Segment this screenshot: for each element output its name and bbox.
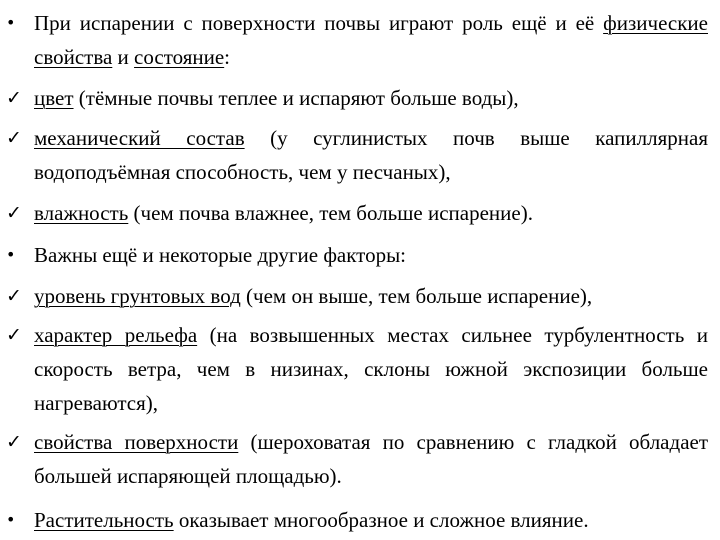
bullet-item-other-factors (0, 238, 720, 272)
text: : (224, 45, 231, 69)
checkmark-icon: ✓ (6, 431, 22, 453)
term-physical-properties: физические свойства (34, 11, 708, 69)
check-item-surface-properties (0, 425, 720, 493)
bullet-marker-icon: • (6, 13, 16, 32)
text: (чем почва влажнее, тем больше испарение). (128, 201, 533, 225)
text: оказывает многообразное и сложное влияние. (173, 508, 589, 532)
text: (тёмные почвы теплее и испаряют больше воды), (73, 86, 519, 110)
check-item-relief (0, 318, 720, 420)
term-color: цвет (34, 86, 74, 110)
checkmark-icon: ✓ (6, 202, 22, 224)
text: (шероховатая по сравнению с гладкой обладает большей испаряющей площадью). (34, 430, 709, 488)
checkmark-icon: ✓ (6, 87, 22, 109)
term-relief: характер рельефа (34, 323, 198, 347)
bullet-marker-icon: • (6, 245, 16, 264)
checkmark-icon: ✓ (6, 127, 22, 149)
text: (на возвышенных местах сильнее турбулентность и скорость ветра, чем в низинах, склоны южной экспозиции больше нагреваются), (34, 323, 709, 415)
term-moisture: влажность (34, 201, 129, 225)
term-mechanical-composition: механический состав (34, 126, 245, 150)
text: (у суглинистых почв выше капиллярная водоподъёмная способность, чем у песчаных), (34, 126, 708, 184)
check-item-moisture (0, 196, 720, 230)
checkmark-icon: ✓ (6, 324, 22, 346)
bullet-item-soil-properties (0, 6, 720, 74)
term-vegetation: Растительность (34, 508, 174, 532)
bullet-item-vegetation (0, 503, 720, 537)
term-state: состояние (134, 45, 225, 69)
checkmark-icon: ✓ (6, 285, 22, 307)
text: и (112, 45, 135, 69)
check-item-color (0, 81, 720, 115)
bullet-marker-icon: • (6, 510, 16, 529)
text: (чем он выше, тем больше испарение), (240, 284, 593, 308)
check-item-groundwater-level (0, 279, 720, 313)
text: При испарении с поверхности почвы играют роль ещё и её (34, 11, 604, 35)
term-groundwater-level: уровень грунтовых вод (34, 284, 241, 308)
check-item-mechanical-composition (0, 121, 720, 189)
text: Важны ещё и некоторые другие факторы: (34, 243, 407, 267)
term-surface-properties: свойства поверхности (34, 430, 239, 454)
